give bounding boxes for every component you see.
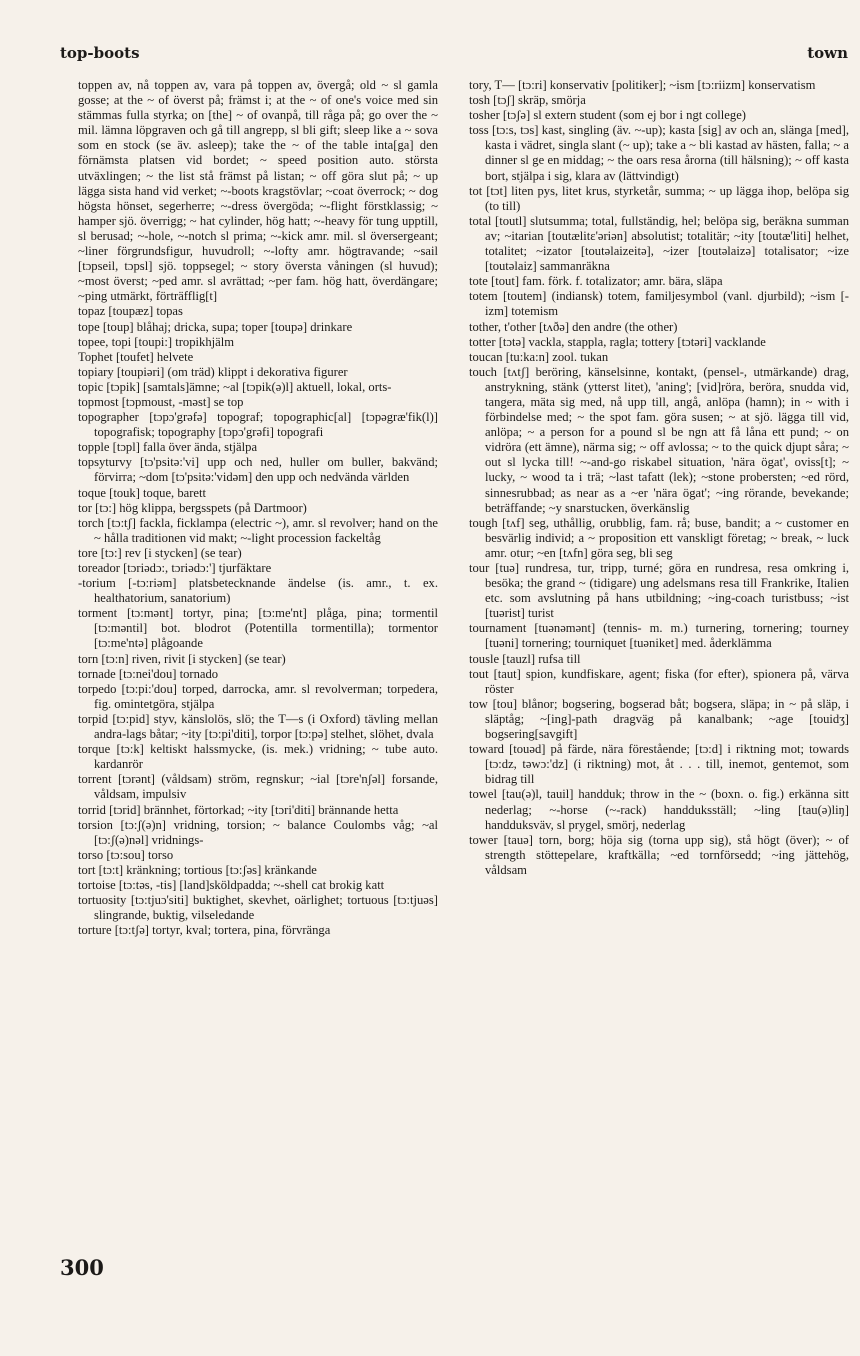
dictionary-entry: tosher [tɔʃə] sl extern student (som ej bor i ngt college)	[469, 108, 746, 123]
dictionary-entry: topple [tɔpl] falla över ända, stjälpa	[78, 440, 258, 455]
dictionary-entry: topographer [tɔpɔ'grəfə] topograf; topographic[al] [tɔpəgræ'fik(l)] topografisk; topography [tɔpɔ'grəfi] topografi	[78, 410, 438, 440]
dictionary-entry: touch [tʌtʃ] beröring, känselsinne, kontakt, (pensel-, utmärkande) drag, anstrykning, stänk (ytterst litet), 'aning'; [vid]röra, beröra, snudda vid, tangera, mäta sig med, nå upp till, angå, anlöpa (hamn); in ~ with i förbindelse med; ~ the spot fam. göra susen; ~ at sjö. lägga till vid, anlöpa; ~ a person for a pound sl be ngn att få låna ett pund; ~ on vidröra (ett ämne), närma sig; ~ off avlossa; ~ to the quick djupt såra; ~ out sl lycka till! ~-and-go riskabel situation, 'nära ögat', oviss[t]; ~ lucky, ~ wood ta i trä; ~last tafatt (lek); ~stone probersten; ~ed rörd, sinnesrubbad; as near as a ~er 'nära ögat'; ~ing rörande, bevekande; beträffande; ~y snarstucken, överkänslig	[469, 364, 849, 515]
dictionary-entry: toque [touk] toque, barett	[78, 485, 206, 500]
dictionary-entry: tout [taut] spion, kundfiskare, agent; fiska (for efter), spionera på, värva röster	[469, 666, 849, 696]
dictionary-entry: tournament [tuənəmənt] (tennis- m. m.) turnering, tornering; tourney [tuəni] tornering; tourniquet [tuəniket] med. åderklämma	[469, 621, 849, 651]
guide-word-left: top-boots	[60, 44, 140, 62]
dictionary-entry: torn [tɔ:n] riven, rivit [i stycken] (se tear)	[78, 651, 286, 666]
dictionary-entry: tough [tʌf] seg, uthållig, orubblig, fam. rå; buse, bandit; a ~ customer en besvärlig individ; a ~ proposition ett vanskligt företag; ~ break, ~ luck amr. otur; ~en [tʌfn] göra seg, bli seg	[469, 515, 849, 560]
dictionary-entry: tope [toup] blåhaj; dricka, supa; toper [toupə] drinkare	[78, 319, 353, 334]
dictionary-entry: toss [tɔ:s, tɔs] kast, singling (äv. ~-up); kasta [sig] av och an, slänga [med], kasta i vädret, singla slant (~ up); take a ~ bli kastad av hästen, falla; ~ a dinner sl ge en middag; ~ the oars resa årorna (till hälsning); ~ off kasta bort, stjälpa i sig, klara av (lättvindigt)	[469, 123, 849, 183]
dictionary-entry: torsion [tɔ:ʃ(ə)n] vridning, torsion; ~ balance Coulombs våg; ~al [tɔ:ʃ(ə)nəl] vridnings-	[78, 817, 438, 847]
right-column	[469, 78, 849, 878]
dictionary-entry: topsyturvy [tɔ'psitə:'vi] upp och ned, huller om buller, bakvänd; förvirra; ~dom [tɔ'psitə:'vidəm] den upp och nedvända världen	[78, 455, 438, 485]
page-number: 300	[60, 1255, 104, 1280]
dictionary-entry: topiary [toupiəri] (om träd) klippt i dekorativa figurer	[78, 364, 348, 379]
dictionary-entry: topic [tɔpik] [samtals]ämne; ~al [tɔpik(ə)l] aktuell, lokal, orts-	[78, 379, 392, 394]
dictionary-entry: tower [tauə] torn, borg; höja sig (torna upp sig), stå högt (över); ~ of strength stöttepelare, kraftkälla; ~ed tornförsedd; ~ing jättehög, våldsam	[469, 832, 849, 877]
dictionary-entry: tort [tɔ:t] kränkning; tortious [tɔ:ʃəs] kränkande	[78, 862, 317, 877]
dictionary-entry: tortuosity [tɔ:tjuɔ'siti] buktighet, skevhet, oärlighet; tortuous [tɔ:tjuəs] slingrande, buktig, vilseledande	[78, 893, 438, 923]
dictionary-entry: torso [tɔ:sou] torso	[78, 847, 174, 862]
dictionary-entry: tor [tɔ:] hög klippa, bergsspets (på Dartmoor)	[78, 500, 307, 515]
dictionary-entry: toward [touəd] på färde, nära förestående; [tɔ:d] i riktning mot; towards [tɔ:dz, təwɔ:'dz] (i riktning) mot, åt . . . till, inemot, gentemot, som bidrag till	[469, 742, 849, 787]
dictionary-entry: tousle [tauzl] rufsa till	[469, 651, 581, 666]
dictionary-entry: tother, t'other [tʌðə] den andre (the other)	[469, 319, 678, 334]
guide-word-right: town	[807, 44, 848, 62]
dictionary-entry: tour [tuə] rundresa, tur, tripp, turné; göra en rundresa, resa omkring i, besöka; the grand ~ (tidigare) ung adelsmans resa till Frankrike, Italien etc. som avslutning på hans utbildning; ~ing-coach turistbuss; ~ist [tuərist] turist	[469, 561, 849, 621]
dictionary-entry: torpid [tɔ:pid] styv, känslolös, slö; the T—s (i Oxford) tävling mellan andra-lags båtar; ~ity [tɔ:pi'diti], torpor [tɔ:pə] stelhet, slöhet, dvala	[78, 711, 438, 742]
left-column	[78, 78, 438, 938]
dictionary-entry: torch [tɔ:tʃ] fackla, ficklampa (electric ~), amr. sl revolver; hand on the ~ hålla traditionen vid makt; ~-light procession fackeltåg	[78, 515, 438, 545]
dictionary-entry: tote [tout] fam. förk. f. totalizator; amr. bära, släpa	[469, 274, 723, 289]
dictionary-entry: tornade [tɔ:nei'dou] tornado	[78, 666, 219, 681]
dictionary-entry: torque [tɔ:k] keltiskt halssmycke, (is. mek.) vridning; ~ tube auto. kardanrör	[78, 742, 438, 772]
dictionary-entry: tory, T— [tɔ:ri] konservativ [politiker]; ~ism [tɔ:riizm] konservatism	[469, 78, 816, 92]
dictionary-entry: toucan [tu:ka:n] zool. tukan	[469, 349, 609, 364]
dictionary-entry: tot [tɔt] liten pys, litet krus, styrketår, summa; ~ up lägga ihop, belöpa sig (to till)	[469, 183, 849, 213]
dictionary-entry: toreador [tɔriədɔ:, tɔriədɔ:'] tjurfäktare	[78, 561, 272, 575]
dictionary-entry: torrent [tɔrənt] (våldsam) ström, regnskur; ~ial [tɔre'nʃəl] forsande, våldsam, impulsiv	[78, 772, 438, 802]
dictionary-entry: torture [tɔ:tʃə] tortyr, kval; tortera, pina, förvränga	[78, 923, 331, 938]
dictionary-entry: topaz [toupæz] topas	[78, 304, 183, 319]
dictionary-entry: -torium [-tɔ:riəm] platsbetecknande ändelse (is. amr., t. ex. healthatorium, sanatorium)	[78, 576, 438, 606]
dictionary-entry: tosh [tɔʃ] skräp, smörja	[469, 93, 586, 108]
dictionary-entry: topmost [tɔpmoust, -məst] se top	[78, 394, 244, 409]
dictionary-entry: total [toutl] slutsumma; total, fullständig, hel; belöpa sig, beräkna summan av; ~itarian [toutælitɛ'əriən] absolutist; totalitär; ~ity [toutæ'liti] helhet, totalitet; ~izator [toutəlaizeitə], ~izer [toutəlaizə] totalisator; ~ize [toutəlaiz] sammanräkna	[469, 213, 849, 274]
dictionary-entry: topee, topi [toupi:] tropikhjälm	[78, 334, 234, 349]
dictionary-entry: totter [tɔtə] vackla, stappla, ragla; tottery [tɔtəri] vacklande	[469, 334, 766, 349]
dictionary-entry: towel [tau(ə)l, tauil] handduk; throw in the ~ (boxn. o. fig.) erkänna sitt nederlag; ~-horse (~-rack) handduksställ; ~ling [tau(ə)liŋ] handduksväv, sl prygel, smörj, nederlag	[469, 787, 849, 832]
dictionary-entry: tortoise [tɔ:təs, -tis] [land]sköldpadda; ~-shell cat brokig katt	[78, 877, 385, 892]
dictionary-entry: Tophet [toufet] helvete	[78, 349, 194, 364]
dictionary-entry: toppen av, nå toppen av, vara på toppen av, övergå; old ~ sl gamla gosse; at the ~ of överst på; främst i; at the ~ of one's voice med sin stämmas fulla styrka; on [the] ~ of ovanpå, till råga på; go over the ~ mil. lämna löpgraven och gå till angrepp, sl bli gift; sleep like a ~ sova som en stock (se äv. asleep); take the ~ of the table inta[ga] den förnämsta platsen vid bordet; ~ speed position auto. största utväxlingen; ~ the list stå främst på listan; ~ off göra slut på; ~ up lägga sista hand vid verket; ~-boots kragstövlar; ~coat överrock; ~ dog högsta hönset, segerherre; ~-dress övergöda; ~-flight förstklassig; ~ hamper sjö. överrigg; ~ hat cylinder, hög hatt; ~-heavy för tung upptill, sl berusad; ~-hole, ~-notch sl prima; ~-kick amr. mil. sl översergeant; ~liner förgrundsfigur, huvudroll; ~-lofty amr. högtravande; ~sail [tɔpseil, tɔpsl] sjö. toppsegel; ~ story översta våningen (sl huvud); ~most överst; ~ped amr. sl avrättad; ~per fam. hög hatt, överdängare; ~ping utmärkt, förträfflig[t]	[78, 78, 438, 304]
dictionary-entry: tow [tou] blånor; bogsering, bogserad båt; bogsera, släpa; in ~ på släp, i släptåg; ~[ing]-path dragväg på kanalbank; ~age [touidʒ] bogsering[savgift]	[469, 696, 849, 742]
dictionary-entry: tore [tɔ:] rev [i stycken] (se tear)	[78, 545, 242, 560]
dictionary-entry: torment [tɔ:mənt] tortyr, pina; [tɔ:me'nt] plåga, pina; tormentil [tɔ:məntil] bot. blodrot (Potentilla tormentilla); tormentor [tɔ:me'ntə] plågoande	[78, 606, 438, 651]
dictionary-entry: torrid [tɔrid] brännhet, förtorkad; ~ity [tɔri'diti] brännande hetta	[78, 802, 399, 817]
dictionary-entry: totem [toutem] (indiansk) totem, familjesymbol (vanl. djurbild); ~ism [-izm] totemism	[469, 289, 849, 319]
dictionary-entry: torpedo [tɔ:pi:'dou] torped, darrocka, amr. sl revolverman; torpedera, fig. omintetgöra, stjälpa	[78, 681, 438, 711]
